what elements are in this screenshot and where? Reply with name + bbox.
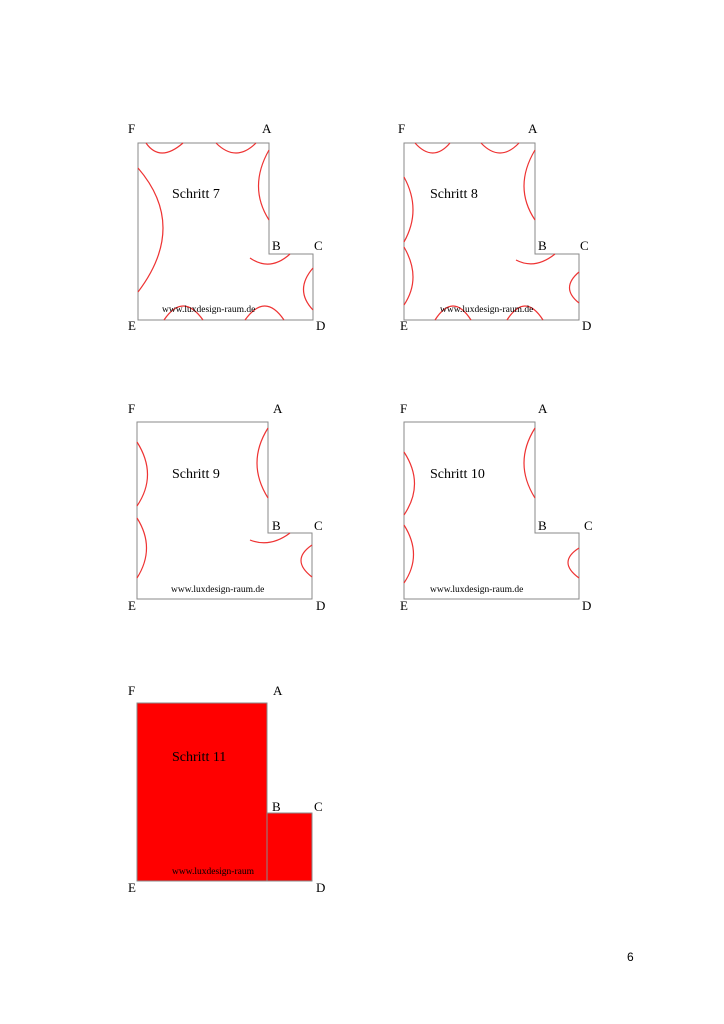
- watermark-text: www.luxdesign-raum.de: [162, 305, 256, 315]
- arc-curve: [524, 150, 535, 220]
- corner-label-f: F: [398, 121, 406, 136]
- room-outline: [137, 422, 312, 599]
- step-title: Schritt 8: [430, 187, 478, 202]
- page-number: 6: [627, 950, 634, 964]
- step-panel-10: [395, 400, 595, 613]
- arc-curve: [250, 254, 290, 264]
- room-outline: [138, 143, 313, 320]
- arc-curve: [216, 143, 256, 153]
- corner-label-f: F: [400, 401, 408, 416]
- corner-label-e: E: [128, 880, 136, 895]
- watermark-text: www.luxdesign-raum.de: [440, 305, 534, 315]
- watermark-text: www.luxdesign-raum.de: [171, 585, 265, 595]
- arc-curve: [137, 442, 148, 506]
- arc-curve: [259, 150, 270, 220]
- arc-curve: [481, 143, 519, 153]
- room-diagram-10: [395, 400, 595, 613]
- room-fill: [137, 703, 312, 881]
- arc-curve: [304, 268, 314, 310]
- step-panel-9: [128, 400, 328, 613]
- step-title: Schritt 9: [172, 467, 220, 482]
- arc-curve: [570, 272, 580, 303]
- room-diagram-9: [128, 400, 328, 613]
- corner-label-a: A: [273, 683, 283, 698]
- corner-label-c: C: [314, 238, 323, 253]
- arc-curve: [516, 254, 555, 264]
- corner-label-c: C: [314, 799, 323, 814]
- corner-label-d: D: [582, 598, 592, 613]
- corner-label-b: B: [538, 238, 547, 253]
- step-panel-11: [128, 682, 328, 895]
- corner-label-e: E: [128, 318, 136, 333]
- corner-label-f: F: [128, 683, 136, 698]
- corner-label-f: F: [128, 401, 136, 416]
- room-diagram-8: [395, 120, 595, 333]
- step-panel-7: [128, 120, 328, 333]
- arc-curve: [568, 548, 579, 578]
- corner-label-c: C: [314, 518, 323, 533]
- corner-label-e: E: [400, 598, 408, 613]
- corner-label-b: B: [272, 238, 281, 253]
- corner-label-a: A: [528, 121, 538, 136]
- arc-curve: [524, 428, 535, 498]
- step-title: Schritt 11: [172, 750, 227, 765]
- corner-label-b: B: [272, 799, 281, 814]
- watermark-text: www.luxdesign-raum: [172, 867, 254, 877]
- corner-label-e: E: [128, 598, 136, 613]
- arc-curve: [138, 168, 163, 292]
- corner-label-a: A: [273, 401, 283, 416]
- step-panel-8: [395, 120, 595, 333]
- corner-label-c: C: [584, 518, 593, 533]
- step-title: Schritt 7: [172, 187, 220, 202]
- corner-label-a: A: [262, 121, 272, 136]
- corner-label-b: B: [538, 518, 547, 533]
- corner-label-a: A: [538, 401, 548, 416]
- step-title: Schritt 10: [430, 467, 485, 482]
- corner-label-f: F: [128, 121, 136, 136]
- room-outline: [404, 422, 579, 599]
- arc-curve: [404, 525, 414, 583]
- corner-label-d: D: [316, 880, 326, 895]
- arc-curve: [415, 143, 450, 153]
- watermark-text: www.luxdesign-raum.de: [430, 585, 524, 595]
- arc-curve: [404, 177, 413, 242]
- corner-label-b: B: [272, 518, 281, 533]
- arc-curve: [250, 533, 290, 543]
- arc-curve: [404, 452, 415, 515]
- corner-label-c: C: [580, 238, 589, 253]
- corner-label-d: D: [582, 318, 592, 333]
- arc-curve: [146, 143, 183, 153]
- room-diagram-7: [128, 120, 328, 333]
- arc-curve: [257, 428, 268, 498]
- corner-label-d: D: [316, 318, 326, 333]
- arc-curve: [404, 247, 413, 305]
- corner-label-e: E: [400, 318, 408, 333]
- arc-curve: [301, 545, 312, 577]
- room-diagram-11: [128, 682, 328, 895]
- room-outline: [404, 143, 579, 320]
- arc-curve: [137, 518, 147, 578]
- corner-label-d: D: [316, 598, 326, 613]
